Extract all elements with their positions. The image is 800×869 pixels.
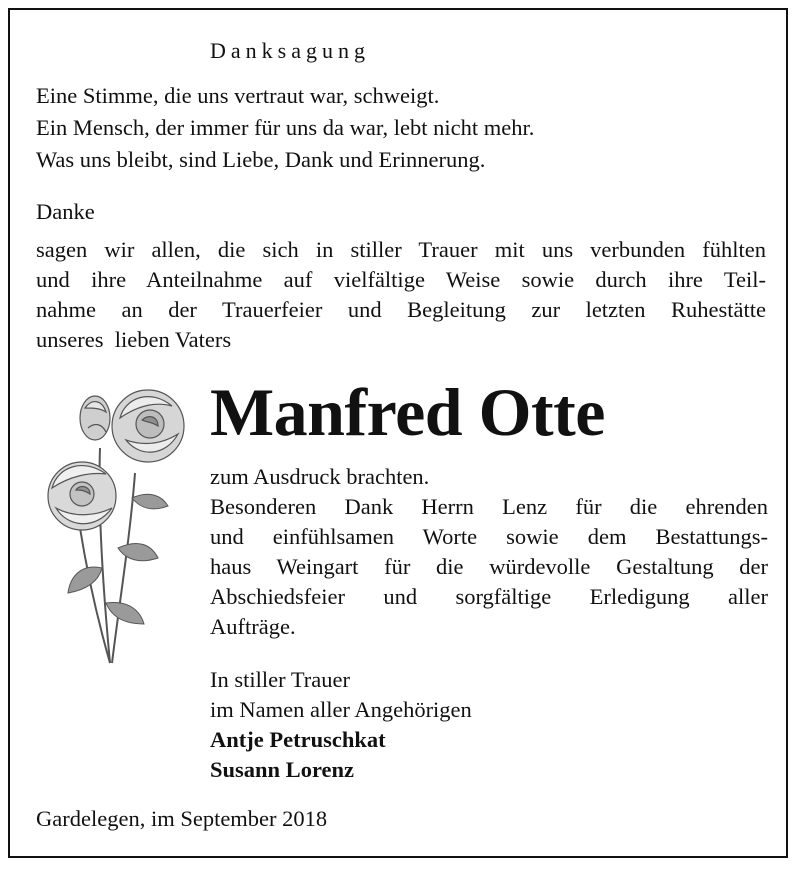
thanks-line: sagen wir allen, die sich in stiller Trauer mit uns verbunden fühlten [36,237,766,262]
thanks-paragraph [36,235,766,355]
main-line: und einfühlsamen Worte sowie dem Bestattungs- [210,524,768,549]
signer-name: Susann Lorenz [210,757,355,782]
intro-line: Eine Stimme, die uns vertraut war, schweigt. [36,83,440,108]
intro-line: Was uns bleibt, sind Liebe, Dank und Erinnerung. [36,147,486,172]
intro-verse [36,80,766,176]
thanks-line: und ihre Anteilnahme auf vielfältige Weise sowie durch ihre Teil- [36,267,766,292]
signoff-line: im Namen aller Angehörigen [210,697,472,722]
place-date: Gardelegen, im September 2018 [36,806,328,831]
deceased-name: Manfred Otte [210,374,605,450]
roses-illustration [40,378,200,670]
thanks-word: Danke [36,199,95,224]
main-line: zum Ausdruck brachten. [210,464,430,489]
signoff-line: In stiller Trauer [210,667,350,692]
intro-line: Ein Mensch, der immer für uns da war, lebt nicht mehr. [36,115,535,140]
main-line: haus Weingart für die würdevolle Gestaltung der [210,554,768,579]
thanks-line: nahme an der Trauerfeier und Begleitung zur letzten Ruhestätte [36,297,766,322]
thanks-line: unseres lieben Vaters [36,327,232,352]
main-line: Besonderen Dank Herrn Lenz für die ehrenden [210,494,768,519]
obituary-notice [8,8,788,858]
main-line: Abschiedsfeier und sorgfältige Erledigung aller [210,584,768,609]
thanks-continuation [210,462,768,642]
notice-heading: Danksagung [210,38,370,63]
signoff-block [210,665,472,785]
main-line: Aufträge. [210,614,296,639]
signer-name: Antje Petruschkat [210,727,386,752]
